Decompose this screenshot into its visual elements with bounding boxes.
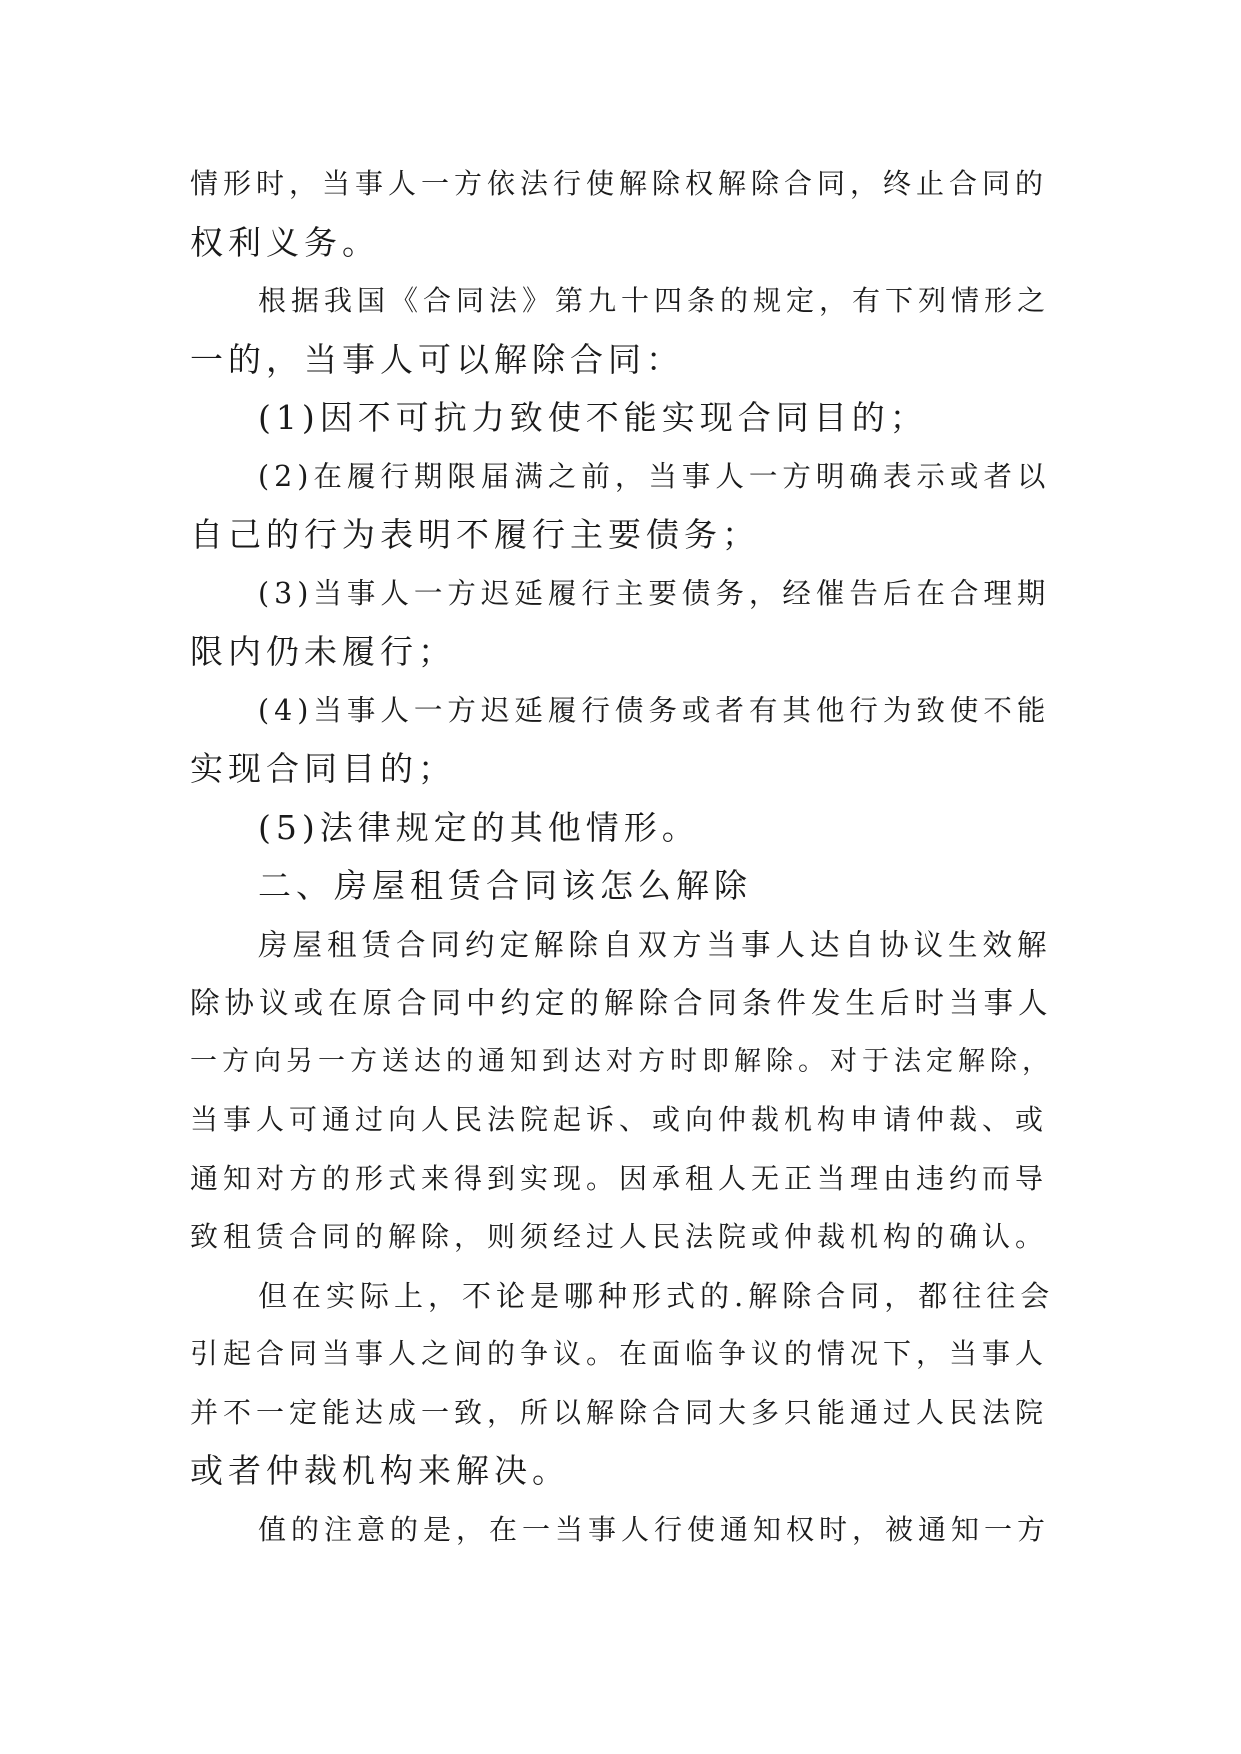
text-line: 除协议或在原合同中约定的解除合同条件发生后时当事人 xyxy=(190,986,1053,1020)
text-line: 根据我国《合同法》第九十四条的规定，有下列情形之 xyxy=(258,284,1051,317)
section-heading: 二、房屋租赁合同该怎么解除 xyxy=(258,866,752,905)
text-line: 当事人可通过向人民法院起诉、或向仲裁机构申请仲裁、或 xyxy=(190,1103,1049,1136)
text-line: 房屋租赁合同约定解除自双方当事人达自协议生效解 xyxy=(258,927,1052,962)
text-line: (5)法律规定的其他情形。 xyxy=(258,807,700,847)
text-line: 但在实际上，不论是哪种形式的.解除合同，都往往会 xyxy=(258,1278,1055,1313)
text-line: 限内仍未履行； xyxy=(190,632,456,671)
text-line: 自己的行为表明不履行主要债务； xyxy=(190,515,760,554)
text-line: 并不一定能达成一致，所以解除合同大多只能通过人民法院 xyxy=(190,1395,1049,1429)
text-line: 情形时，当事人一方依法行使解除权解除合同，终止合同的 xyxy=(190,167,1049,200)
text-line: 实现合同目的； xyxy=(190,749,456,788)
document-text-body xyxy=(190,155,1060,1559)
text-line: 通知对方的形式来得到实现。因承租人无正当理由违约而导 xyxy=(190,1161,1049,1195)
text-line: 引起合同当事人之间的争议。在面临争议的情况下，当事人 xyxy=(190,1337,1049,1370)
text-line: (1)因不可抗力致使不能实现合同目的； xyxy=(258,398,928,437)
text-line: (4)当事人一方迟延履行债务或者有其他行为致使不能 xyxy=(258,693,1051,727)
text-line: (3)当事人一方迟延履行主要债务，经催告后在合理期 xyxy=(258,576,1051,610)
text-line: 或者仲裁机构来解决。 xyxy=(190,1451,570,1490)
text-line: 权利义务。 xyxy=(190,222,380,262)
text-line: 值的注意的是，在一当事人行使通知权时，被通知一方 xyxy=(258,1512,1051,1546)
text-line: 一的，当事人可以解除合同： xyxy=(190,339,684,379)
text-line: 一方向另一方送达的通知到达对方时即解除。对于法定解除， xyxy=(190,1045,1054,1077)
text-line: 致租赁合同的解除，则须经过人民法院或仲裁机构的确认。 xyxy=(190,1220,1049,1253)
text-line: (2)在履行期限届满之前，当事人一方明确表示或者以 xyxy=(258,459,1051,493)
